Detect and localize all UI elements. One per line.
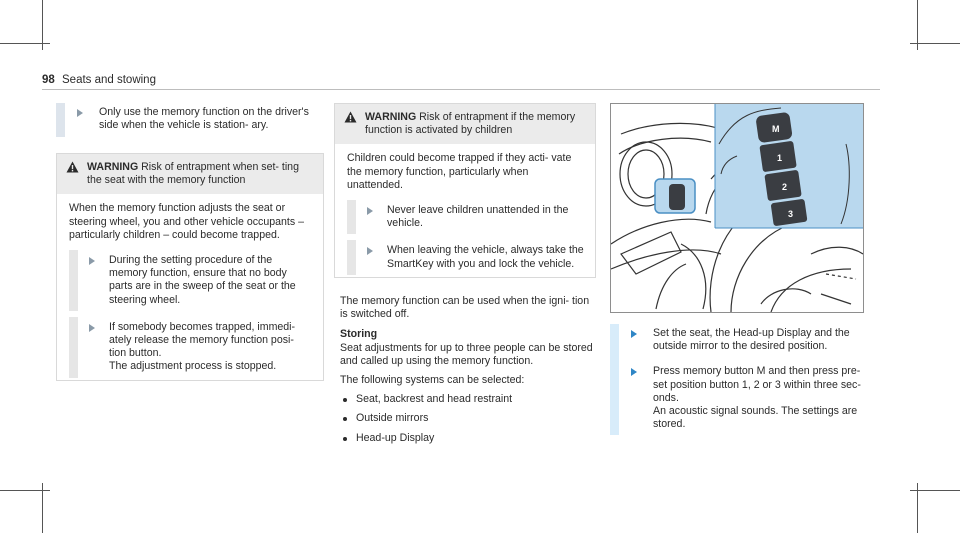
warning-word: WARNING <box>365 111 417 123</box>
warning-header <box>335 104 595 144</box>
procedure-step <box>631 365 871 431</box>
procedure-step <box>631 327 871 353</box>
step-arrow-icon <box>367 207 373 215</box>
warning-header <box>57 154 323 194</box>
warning-step-result: The adjustment process is stopped. <box>109 360 277 373</box>
step-bar <box>69 250 78 311</box>
note-step-text: Only use the memory function on the driver's side when the vehicle is station- ary. <box>99 106 309 132</box>
step-arrow-icon <box>77 109 83 117</box>
preset-button-1-label[interactable]: 1 <box>777 153 783 163</box>
crop-mark <box>917 0 918 50</box>
list-item: Seat, backrest and head restraint <box>340 393 596 406</box>
warning-triangle-icon <box>66 161 79 173</box>
warning-step <box>69 321 313 374</box>
procedure-step-text: Set the seat, the Head-up Display and the outside mirror to the desired position. <box>653 327 850 353</box>
warning-step-text: When leaving the vehicle, always take the SmartKey with you and lock the vehicle. <box>387 244 584 270</box>
door-panel-drawing <box>611 104 863 312</box>
note-step-block <box>56 103 313 137</box>
step-bar <box>347 200 356 234</box>
storing-text: Seat adjustments for up to three people can be stored and called up using the memory function. <box>340 341 593 367</box>
warning-step <box>69 254 313 307</box>
warning-step-text: Never leave children unattended in the vehicle. <box>387 204 569 230</box>
memory-button-illustration <box>610 103 864 313</box>
procedure-steps <box>610 324 871 435</box>
crop-mark <box>917 483 918 533</box>
preset-button-2-label[interactable]: 2 <box>782 182 788 192</box>
preset-button-3-label[interactable]: 3 <box>788 209 794 219</box>
crop-mark <box>42 483 43 533</box>
systems-intro: The following systems can be selected: <box>340 374 525 387</box>
step-arrow-icon <box>89 324 95 332</box>
warning-box-children <box>334 103 596 278</box>
warning-title: Risk of entrapment if the memory function is activated by children <box>365 111 576 137</box>
storing-heading: Storing <box>340 328 378 341</box>
warning-step <box>347 244 585 270</box>
warning-step-text: During the setting procedure of the memory function, ensure that no body parts are in the sweep of the seat or the steering wheel. <box>109 254 296 306</box>
step-arrow-icon <box>631 368 637 376</box>
warning-step-text: If somebody becomes trapped, immedi- ately release the memory function posi- tion button. <box>109 320 296 360</box>
page-number: 98 <box>42 74 55 86</box>
crop-mark <box>42 0 43 50</box>
step-bar <box>69 317 78 378</box>
warning-body-text: When the memory function adjusts the seat or steering wheel, you and other vehicle occupants – particularly children – could become trapped. <box>69 202 304 241</box>
step-arrow-icon <box>367 247 373 255</box>
section-title: Seats and stowing <box>62 74 156 86</box>
warning-triangle-icon <box>344 111 357 123</box>
step-arrow-icon <box>631 330 637 338</box>
step-arrow-icon <box>89 257 95 265</box>
procedure-result: An acoustic signal sounds. The settings are stored. <box>653 405 858 431</box>
warning-step <box>347 204 585 230</box>
warning-box-settings <box>56 153 324 381</box>
list-item: Head-up Display <box>340 432 596 445</box>
memory-intro: The memory function can be used when the igni- tion is switched off. <box>340 295 590 321</box>
warning-body-text: Children could become trapped if they acti- vate the memory function, particularly when unattended. <box>347 152 572 191</box>
list-item: Outside mirrors <box>340 412 596 425</box>
header-rule <box>42 89 880 90</box>
memory-text-column <box>340 295 596 445</box>
warning-word: WARNING <box>87 161 139 173</box>
warning-body <box>335 144 595 276</box>
warning-title: Risk of entrapment when set- ting the seat with the memory function <box>87 161 299 187</box>
memory-button-m-label[interactable]: M <box>772 124 780 134</box>
procedure-step-text: Press memory button M and then press pre- set position button 1, 2 or 3 within three sec- onds. <box>653 365 861 404</box>
step-bar <box>347 240 356 274</box>
warning-body <box>57 194 323 379</box>
note-step <box>77 106 313 132</box>
